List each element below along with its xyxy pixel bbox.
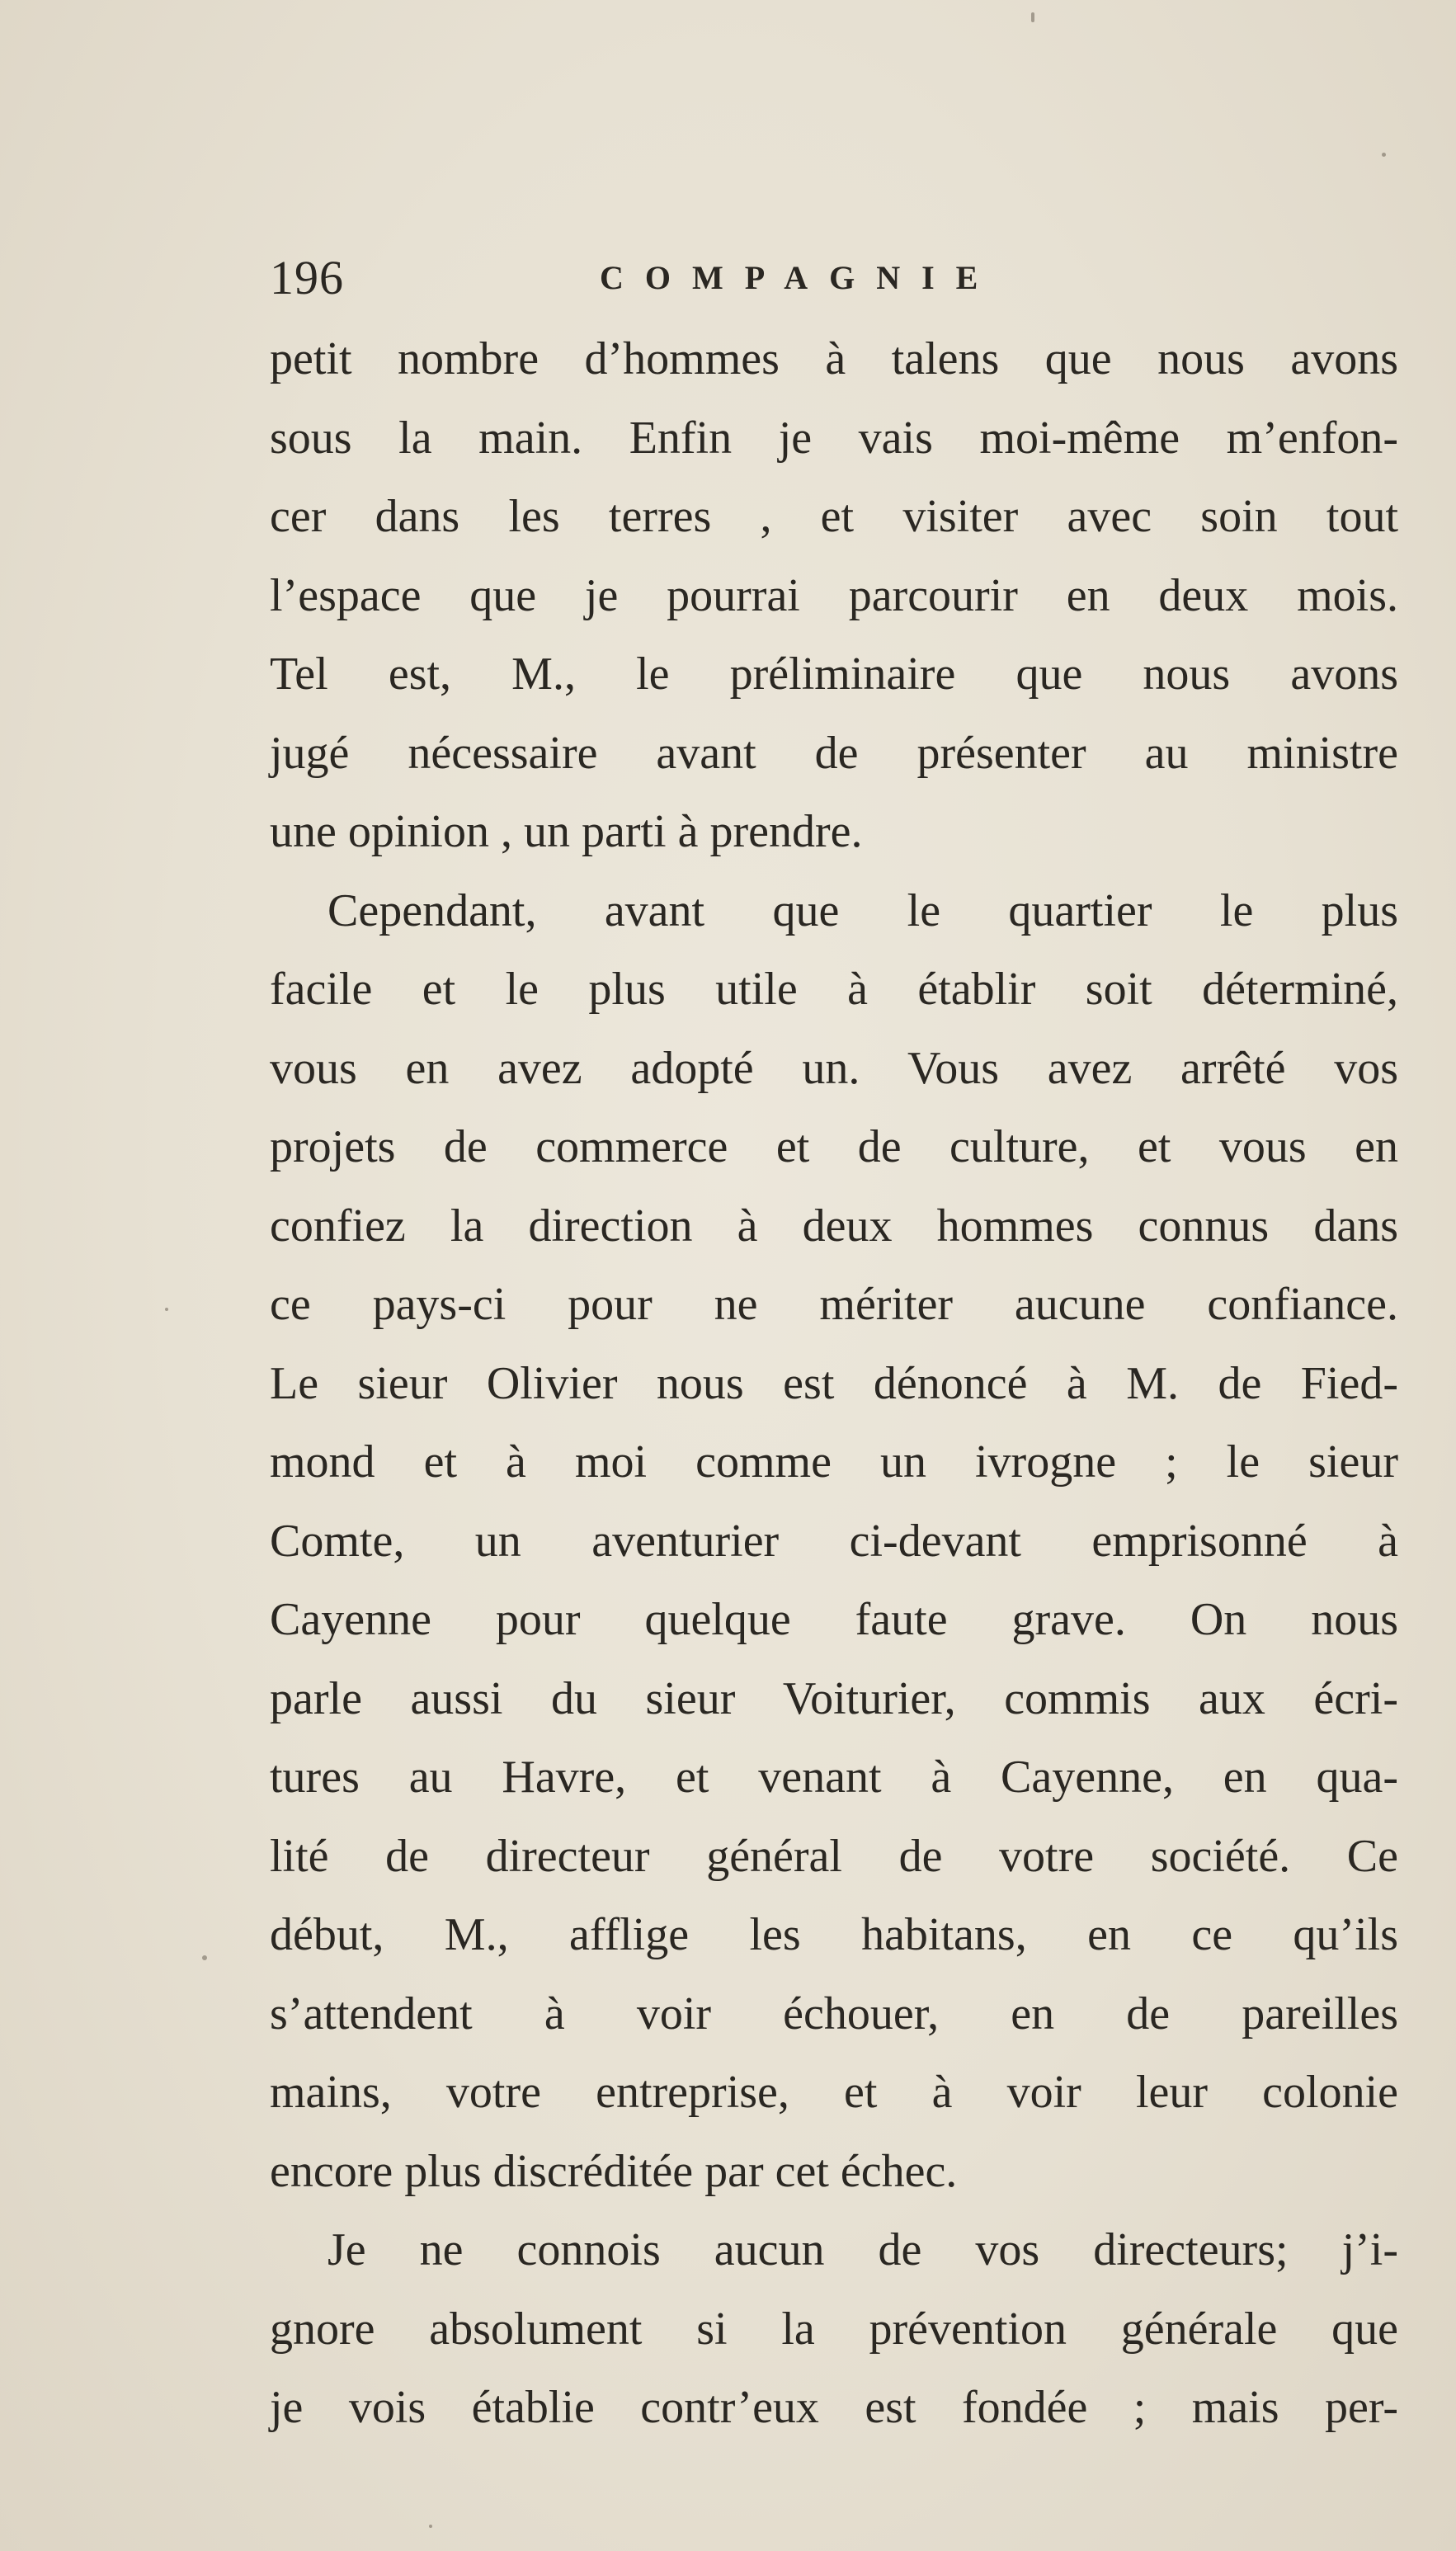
text-line: facile et le plus utile à établir soit déterminé,: [270, 964, 1398, 1015]
text-line: Comte, un aventurier ci-devant emprisonné à: [270, 1515, 1398, 1567]
body-text: [270, 320, 1398, 2448]
paper-speck: [1382, 153, 1386, 157]
paragraph-start-line: Je ne connois aucun de vos directeurs; j’i-: [327, 2224, 1398, 2275]
text-line: Cayenne pour quelque faute grave. On nous: [270, 1594, 1398, 1645]
text-line: s’attendent à voir échouer, en de pareilles: [270, 1988, 1398, 2039]
text-line: Le sieur Olivier nous est dénoncé à M. de Fied-: [270, 1357, 1398, 1409]
text-line: l’espace que je pourrai parcourir en deux mois.: [270, 569, 1398, 621]
text-line: je vois établie contr’eux est fondée ; mais per-: [270, 2382, 1398, 2433]
text-line: mond et à moi comme un ivrogne ; le sieur: [270, 1436, 1398, 1488]
text-line: mains, votre entreprise, et à voir leur colonie: [270, 2067, 1398, 2118]
text-line: jugé nécessaire avant de présenter au ministre: [270, 727, 1398, 779]
paper-speck: [202, 1955, 207, 1960]
text-line: sous la main. Enfin je vais moi-même m’enfon-: [270, 412, 1398, 464]
text-line: encore plus discréditée par cet échec.: [270, 2145, 958, 2197]
text-line: une opinion , un parti à prendre.: [270, 806, 863, 857]
text-line: ce pays-ci pour ne mériter aucune confiance.: [270, 1279, 1398, 1330]
text-line: lité de directeur général de votre société. Ce: [270, 1830, 1398, 1882]
text-line: petit nombre d’hommes à talens que nous avons: [270, 333, 1398, 384]
text-line: cer dans les terres , et visiter avec soin tout: [270, 491, 1398, 542]
paper-speck: [429, 2525, 432, 2528]
text-line: début, M., afflige les habitans, en ce qu’ils: [270, 1909, 1398, 1960]
running-head: COMPAGNIE: [600, 259, 1000, 296]
paragraph-start-line: Cependant, avant que le quartier le plus: [327, 884, 1398, 936]
text-line: parle aussi du sieur Voiturier, commis aux écri-: [270, 1672, 1398, 1724]
page-header: [270, 241, 1177, 315]
text-line: Tel est, M., le préliminaire que nous avons: [270, 648, 1398, 700]
text-line: projets de commerce et de culture, et vous en: [270, 1121, 1398, 1172]
text-line: tures au Havre, et venant à Cayenne, en qua-: [270, 1752, 1398, 1803]
page-number: 196: [270, 251, 344, 304]
text-line: gnore absolument si la prévention générale que: [270, 2303, 1398, 2355]
text-line: vous en avez adopté un. Vous avez arrêté vos: [270, 1042, 1398, 1094]
paper-speck: [165, 1308, 168, 1311]
text-line: confiez la direction à deux hommes connus dans: [270, 1200, 1398, 1252]
paper-speck: [1031, 12, 1034, 22]
